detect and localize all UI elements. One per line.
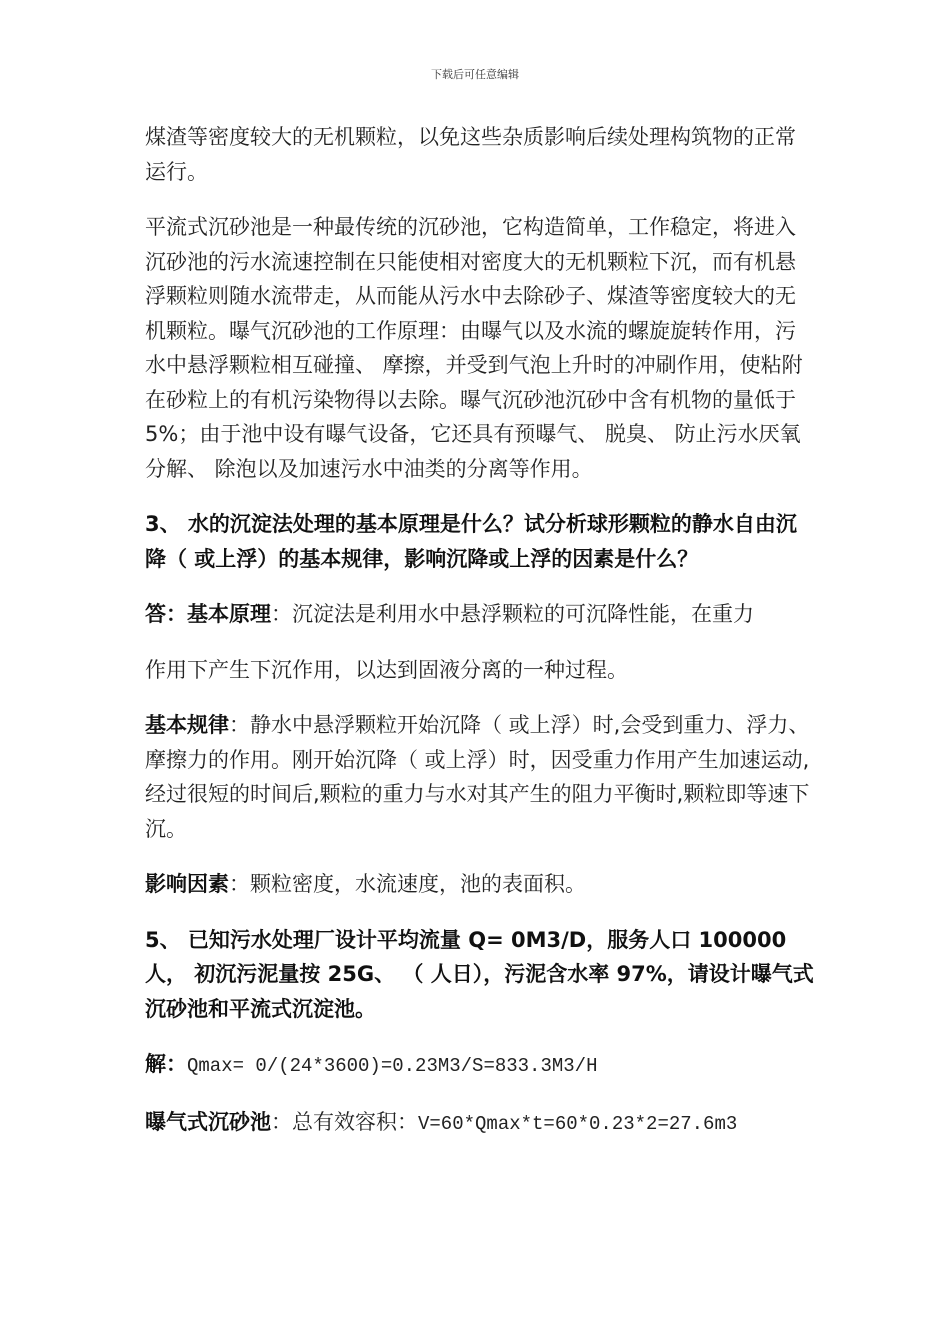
answer-law [145,708,815,846]
solution-formula: Qmax= 0/(24*3600)=0.23M3/S=833.3M3/H [187,1055,598,1077]
aerated-grit-chamber-text: ：总有效容积： [271,1109,418,1134]
answer-factors-label: 影响因素 [145,872,229,896]
page-header: 下载后可任意编辑 [431,68,519,81]
solution-label: 解： [145,1052,187,1076]
answer-principle [145,597,815,632]
paragraph-grit-chamber: 平流式沉砂池是一种最传统的沉砂池，它构造简单，工作稳定，将进入沉砂池的污水流速控制在只能使相对密度大的无机颗粒下沉，而有机悬浮颗粒则随水流带走，从而能从污水中去除砂子、煤渣等密度较大的无机颗粒。曝气沉砂池的工作原理：由曝气以及水流的螺旋旋转作用，污水中悬浮颗粒相互碰撞、 摩擦，并受到气泡上升时的冲刷作用，使粘附在砂粒上的有机污染物得以去除。曝气沉砂池沉砂中含有机物的量低于 5%；由于池中设有曝气设备，它还具有预曝气、 脱臭、 防止污水厌氧分解、 除泡以及加速污水中油类的分离等作用。 [145,215,803,481]
answer-factors [145,867,815,902]
solution [145,1047,815,1084]
aerated-grit-chamber-label: 曝气式沉砂池 [145,1109,271,1134]
answer-law-text: ：静水中悬浮颗粒开始沉降（ 或上浮）时,会受到重力、浮力、 摩擦力的作用。刚开始沉降（ 或上浮）时，因受重力作用产生加速运动,经过很短的时间后,颗粒的重力与水对其产生的阻力平衡时,颗粒即等速下沉。 [145,713,810,841]
aerated-grit-chamber-formula: V=60*Qmax*t=60*0.23*2=27.6m3 [418,1112,738,1135]
question-5: 5、 已知污水处理厂设计平均流量 Q= 0M3/D，服务人口 100000 人， 初沉污泥量按 25G、 （ 人日），污泥含水率 97%，请设计曝气式沉砂池和平流式沉淀池。 [145,927,814,1021]
question-3: 3、 水的沉淀法处理的基本原理是什么？试分析球形颗粒的静水自由沉降（ 或上浮）的基本规律，影响沉降或上浮的因素是什么？ [145,512,797,571]
answer-principle-continued: 作用下产生下沉作用，以达到固液分离的一种过程。 [145,657,628,682]
answer-principle-text: ：沉淀法是利用水中悬浮颗粒的可沉降性能，在重力 [271,602,754,626]
answer-principle-label: 答：基本原理 [145,602,271,626]
answer-factors-text: ：颗粒密度，水流速度，池的表面积。 [229,872,586,896]
paragraph-grit-removal: 煤渣等密度较大的无机颗粒，以免这些杂质影响后续处理构筑物的正常运行。 [145,125,796,184]
answer-law-label: 基本规律 [145,713,229,737]
aerated-grit-chamber [145,1105,815,1142]
document-body [145,120,815,1162]
